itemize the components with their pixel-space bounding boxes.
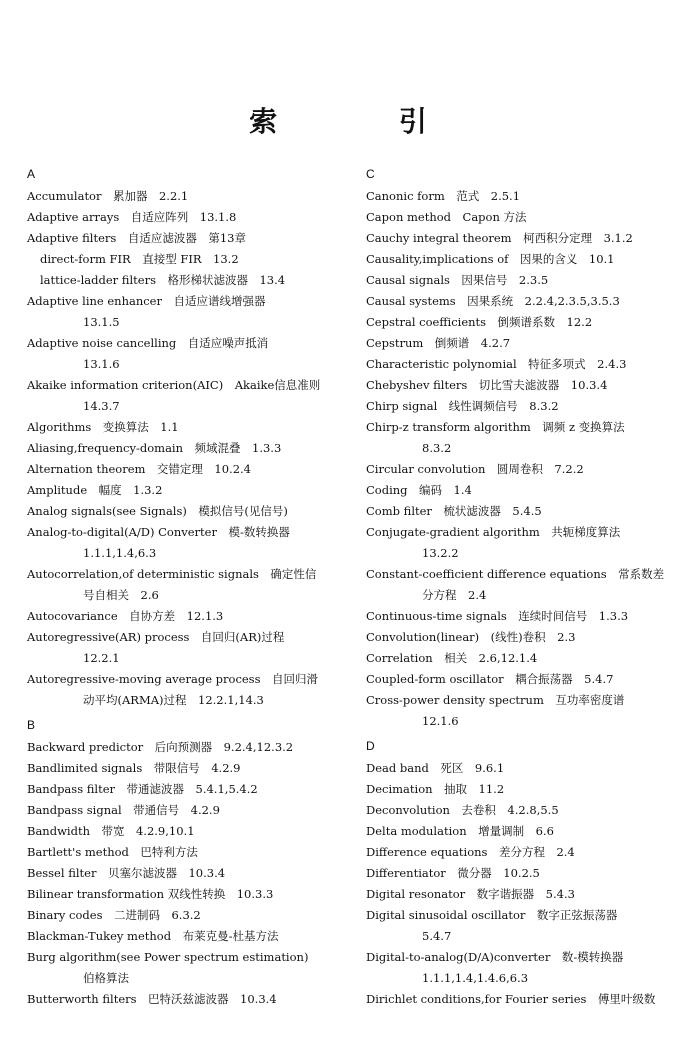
index-entry <box>27 480 345 501</box>
index-entry <box>366 800 666 821</box>
entry-line: Burg algorithm(see Power spectrum estimation) <box>27 950 309 964</box>
index-entry <box>366 417 666 459</box>
entry-line: Coupled-form oscillator 耦合振荡器 5.4.7 <box>366 672 614 686</box>
index-entry <box>366 291 666 312</box>
entry-line: Constant-coefficient difference equations 常系数差 <box>366 567 665 581</box>
index-entry <box>366 690 666 732</box>
index-entry <box>27 459 345 480</box>
index-entry <box>27 438 345 459</box>
entry-line: Canonic form 范式 2.5.1 <box>366 189 521 203</box>
index-entry <box>27 905 345 926</box>
section-letter: A <box>27 167 36 181</box>
entry-line: Digital-to-analog(D/A)converter 数-模转换器 <box>366 950 624 964</box>
index-entry <box>27 522 345 564</box>
index-entry <box>27 564 345 606</box>
entry-line: Bilinear transformation 双线性转换 10.3.3 <box>27 887 274 901</box>
entry-line: Analog signals(see Signals) 模拟信号(见信号) <box>27 504 288 518</box>
entry-line: Capon method Capon 方法 <box>366 210 527 224</box>
entry-line: Cauchy integral theorem 柯西积分定理 3.1.2 <box>366 231 633 245</box>
entry-continuation: 8.3.2 <box>422 441 452 455</box>
entry-line: Causal systems 因果系统 2.2.4,2.3.5,3.5.3 <box>366 294 620 308</box>
entry-line: Bandlimited signals 带限信号 4.2.9 <box>27 761 241 775</box>
entry-line: Comb filter 梳状滤波器 5.4.5 <box>366 504 542 518</box>
index-entry <box>27 737 345 758</box>
entry-continuation: 13.2.2 <box>422 546 459 560</box>
entry-continuation: 动平均(ARMA)过程 12.2.1,14.3 <box>83 693 264 707</box>
entry-line: Algorithms 变换算法 1.1 <box>27 420 179 434</box>
index-entry <box>27 989 345 1010</box>
index-entry <box>366 207 666 228</box>
entry-line: Autoregressive-moving average process 自回归滑 <box>27 672 318 686</box>
index-entry <box>366 884 666 905</box>
index-entry <box>366 648 666 669</box>
entry-line: Akaike information criterion(AIC) Akaike信息准则 <box>27 378 321 392</box>
index-entry <box>366 821 666 842</box>
index-entry <box>366 333 666 354</box>
entry-line: Accumulator 累加器 2.2.1 <box>27 189 189 203</box>
entry-line: Bandpass signal 带通信号 4.2.9 <box>27 803 220 817</box>
index-entry <box>27 758 345 779</box>
index-column-right <box>366 166 666 1010</box>
entry-continuation: 13.1.5 <box>83 315 120 329</box>
entry-continuation: 1.1.1,1.4,6.3 <box>83 546 157 560</box>
entry-line: Conjugate-gradient algorithm 共轭梯度算法 <box>366 525 621 539</box>
index-entry <box>366 905 666 947</box>
entry-continuation: 12.2.1 <box>83 651 120 665</box>
entry-line: Blackman-Tukey method 布莱克曼-杜基方法 <box>27 929 279 943</box>
entry-line: Circular convolution 圆周卷积 7.2.2 <box>366 462 584 476</box>
entry-line: Adaptive noise cancelling 自适应噪声抵消 <box>27 336 269 350</box>
entry-line: Digital sinusoidal oscillator 数字正弦振荡器 <box>366 908 618 922</box>
index-entry <box>27 884 345 905</box>
entry-line: Differentiator 微分器 10.2.5 <box>366 866 540 880</box>
entry-line: Autocovariance 自协方差 12.1.3 <box>27 609 224 623</box>
entry-continuation: 12.1.6 <box>422 714 459 728</box>
entry-continuation: 号自相关 2.6 <box>83 588 159 602</box>
index-entry <box>366 375 666 396</box>
entry-line: Difference equations 差分方程 2.4 <box>366 845 575 859</box>
entry-line: Chirp signal 线性调频信号 8.3.2 <box>366 399 559 413</box>
entry-line: Bartlett's method 巴特利方法 <box>27 845 198 859</box>
entry-continuation: 13.1.6 <box>83 357 120 371</box>
index-entry <box>27 669 345 711</box>
index-entry <box>366 228 666 249</box>
index-entry <box>366 270 666 291</box>
entry-continuation: 分方程 2.4 <box>422 588 487 602</box>
entry-line: Dead band 死区 9.6.1 <box>366 761 505 775</box>
index-entry <box>27 291 345 333</box>
index-entry <box>27 606 345 627</box>
index-entry <box>366 501 666 522</box>
entry-line: Continuous-time signals 连续时间信号 1.3.3 <box>366 609 629 623</box>
entry-line: Bandpass filter 带通滤波器 5.4.1,5.4.2 <box>27 782 258 796</box>
entry-line: direct-form FIR 直接型 FIR 13.2 <box>40 252 239 266</box>
entry-line: Decimation 抽取 11.2 <box>366 782 505 796</box>
index-entry <box>366 564 666 606</box>
index-entry <box>366 312 666 333</box>
entry-line: Cepstral coefficients 倒频谱系数 12.2 <box>366 315 593 329</box>
index-entry <box>366 627 666 648</box>
index-entry <box>27 501 345 522</box>
entry-line: Cross-power density spectrum 互功率密度谱 <box>366 693 625 707</box>
index-entry <box>366 669 666 690</box>
index-entry <box>366 842 666 863</box>
entry-line: Bessel filter 贝塞尔滤波器 10.3.4 <box>27 866 226 880</box>
index-entry <box>366 522 666 564</box>
index-column-left <box>27 166 345 1010</box>
index-entry <box>366 459 666 480</box>
index-entry <box>27 249 345 270</box>
entry-line: Chirp-z transform algorithm 调频 z 变换算法 <box>366 420 625 434</box>
entry-line: Correlation 相关 2.6,12.1.4 <box>366 651 538 665</box>
index-entry <box>27 333 345 375</box>
index-entry <box>27 375 345 417</box>
entry-line: Binary codes 二进制码 6.3.2 <box>27 908 201 922</box>
entry-line: Adaptive filters 自适应滤波器 第13章 <box>27 231 246 245</box>
entry-continuation: 5.4.7 <box>422 929 452 943</box>
entry-line: Digital resonator 数字谐振器 5.4.3 <box>366 887 575 901</box>
index-entry <box>366 606 666 627</box>
index-entry <box>366 249 666 270</box>
section-letter: D <box>366 739 375 753</box>
index-entry <box>27 627 345 669</box>
entry-line: lattice-ladder filters 格形梯状滤波器 13.4 <box>40 273 286 287</box>
index-entry <box>366 186 666 207</box>
entry-line: Butterworth filters 巴特沃兹滤波器 10.3.4 <box>27 992 277 1006</box>
index-entry <box>27 926 345 947</box>
entry-line: Delta modulation 增量调制 6.6 <box>366 824 554 838</box>
entry-line: Characteristic polynomial 特征多项式 2.4.3 <box>366 357 627 371</box>
entry-line: Bandwidth 带宽 4.2.9,10.1 <box>27 824 195 838</box>
entry-line: Dirichlet conditions,for Fourier series 傅里叶级数 <box>366 992 656 1006</box>
index-entry <box>27 863 345 884</box>
index-entry <box>366 480 666 501</box>
section-letter: B <box>27 718 36 732</box>
index-entry <box>27 207 345 228</box>
index-entry <box>27 417 345 438</box>
entry-line: Analog-to-digital(A/D) Converter 模-数转换器 <box>27 525 290 539</box>
entry-line: Amplitude 幅度 1.3.2 <box>27 483 163 497</box>
entry-line: Convolution(linear) (线性)卷积 2.3 <box>366 630 576 644</box>
entry-line: Autoregressive(AR) process 自回归(AR)过程 <box>27 630 285 644</box>
index-entry <box>27 821 345 842</box>
entry-line: Causal signals 因果信号 2.3.5 <box>366 273 549 287</box>
index-entry <box>27 228 345 249</box>
index-entry <box>27 947 345 989</box>
entry-continuation: 14.3.7 <box>83 399 120 413</box>
entry-line: Backward predictor 后向预测器 9.2.4,12.3.2 <box>27 740 294 754</box>
index-entry <box>366 947 666 989</box>
entry-line: Autocorrelation,of deterministic signals 确定性信 <box>27 567 317 581</box>
index-entry <box>27 800 345 821</box>
entry-line: Alternation theorem 交错定理 10.2.4 <box>27 462 251 476</box>
index-entry <box>366 758 666 779</box>
index-entry <box>27 779 345 800</box>
entry-line: Chebyshev filters 切比雪夫滤波器 10.3.4 <box>366 378 608 392</box>
index-entry <box>366 396 666 417</box>
index-entry <box>366 354 666 375</box>
index-entry <box>366 989 666 1010</box>
index-entry <box>366 863 666 884</box>
entry-line: Adaptive arrays 自适应阵列 13.1.8 <box>27 210 237 224</box>
entry-continuation: 伯格算法 <box>83 971 129 985</box>
index-entry <box>27 842 345 863</box>
entry-line: Deconvolution 去卷积 4.2.8,5.5 <box>366 803 559 817</box>
section-letter: C <box>366 167 375 181</box>
entry-line: Causality,implications of 因果的含义 10.1 <box>366 252 615 266</box>
entry-line: Coding 编码 1.4 <box>366 483 472 497</box>
entry-line: Adaptive line enhancer 自适应谱线增强器 <box>27 294 266 308</box>
entry-continuation: 1.1.1,1.4,1.4.6,6.3 <box>422 971 529 985</box>
entry-line: Cepstrum 倒频谱 4.2.7 <box>366 336 511 350</box>
page-title: 索 引 <box>249 105 483 138</box>
index-entry <box>27 270 345 291</box>
entry-line: Aliasing,frequency-domain 频域混叠 1.3.3 <box>27 441 282 455</box>
index-entry <box>366 779 666 800</box>
index-entry <box>27 186 345 207</box>
